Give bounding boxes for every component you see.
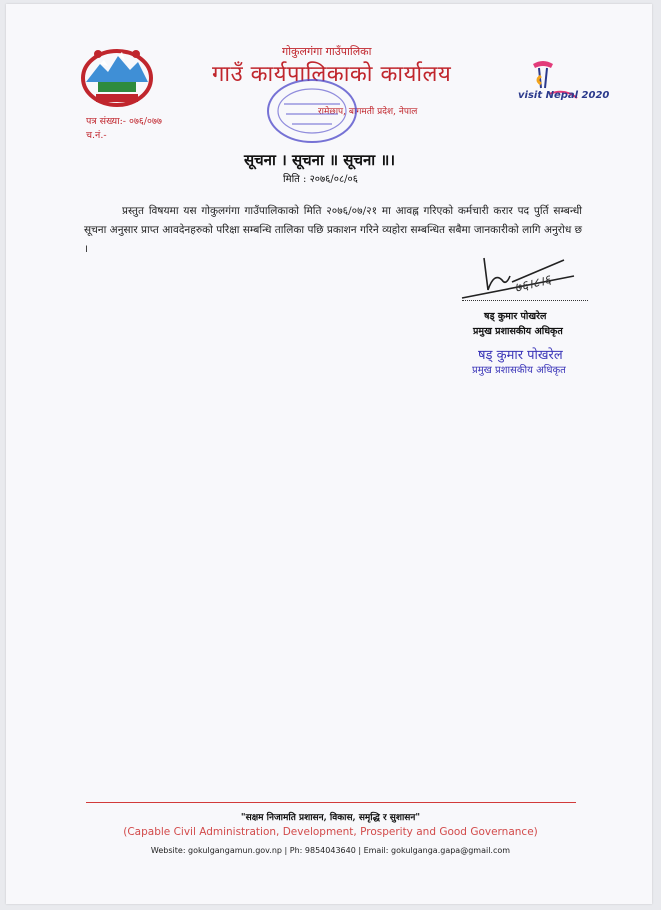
notice-heading: सूचना । सूचना ॥ सूचना ॥। xyxy=(244,151,396,169)
footer-divider xyxy=(86,802,576,803)
municipality-name: गोकुलगंगा गाउँपालिका xyxy=(282,45,372,58)
notice-body: प्रस्तुत विषयमा यस गोकुलगंगा गाउँपालिकाको मिति २०७६/०७/२१ मा आवह्न गरिएको कर्मचारी करार पद पुर्ति सम्बन्धी सूचना अनुसार प्राप्त आवदेनहरुको परिक्षा सम्बन्धि तालिका पछि प्रकाशन गरिने व्यहोरा सम्बन्धित सबैमा जानकारीको लागि अनुरोध छ । xyxy=(84,205,582,255)
signatory-name: षड् कुमार पोखरेल xyxy=(484,311,547,322)
reference-number: पत्र संख्या:- ०७६/०७७ xyxy=(86,116,162,127)
office-stamp-icon xyxy=(264,76,360,146)
nepal-emblem-icon xyxy=(78,44,156,108)
signature-line xyxy=(462,300,588,301)
notice-date: मिति : २०७६/०८/०६ xyxy=(283,174,358,185)
footer-motto-nepali: "सक्षम निजामति प्रशासन, विकास, समृद्धि र सुशासन" xyxy=(240,813,421,823)
stamp-signatory-name: षड् कुमार पोखरेल xyxy=(478,348,563,363)
office-address: रामेछाप, बागमती प्रदेश, नेपाल xyxy=(318,107,418,117)
signatory-title: प्रमुख प्रशासकीय अधिकृत xyxy=(473,326,563,337)
office-title: गाउँ कार्यपालिकाको कार्यालय xyxy=(212,62,452,87)
stamp-signatory-title: प्रमुख प्रशासकीय अधिकृत xyxy=(472,365,566,376)
footer-contact: Website: gokulgangamun.gov.np | Ph: 9854043640 | Email: gokulganga.gapa@gmail.com xyxy=(150,846,511,855)
dispatch-number: च.नं.- xyxy=(86,130,107,141)
visit-nepal-text: visit Nepal 2020 xyxy=(518,90,610,101)
footer-motto-english: (Capable Civil Administration, Development, Prosperity and Good Governance) xyxy=(123,826,538,838)
signature-date: ७६।८।६ xyxy=(513,272,553,297)
